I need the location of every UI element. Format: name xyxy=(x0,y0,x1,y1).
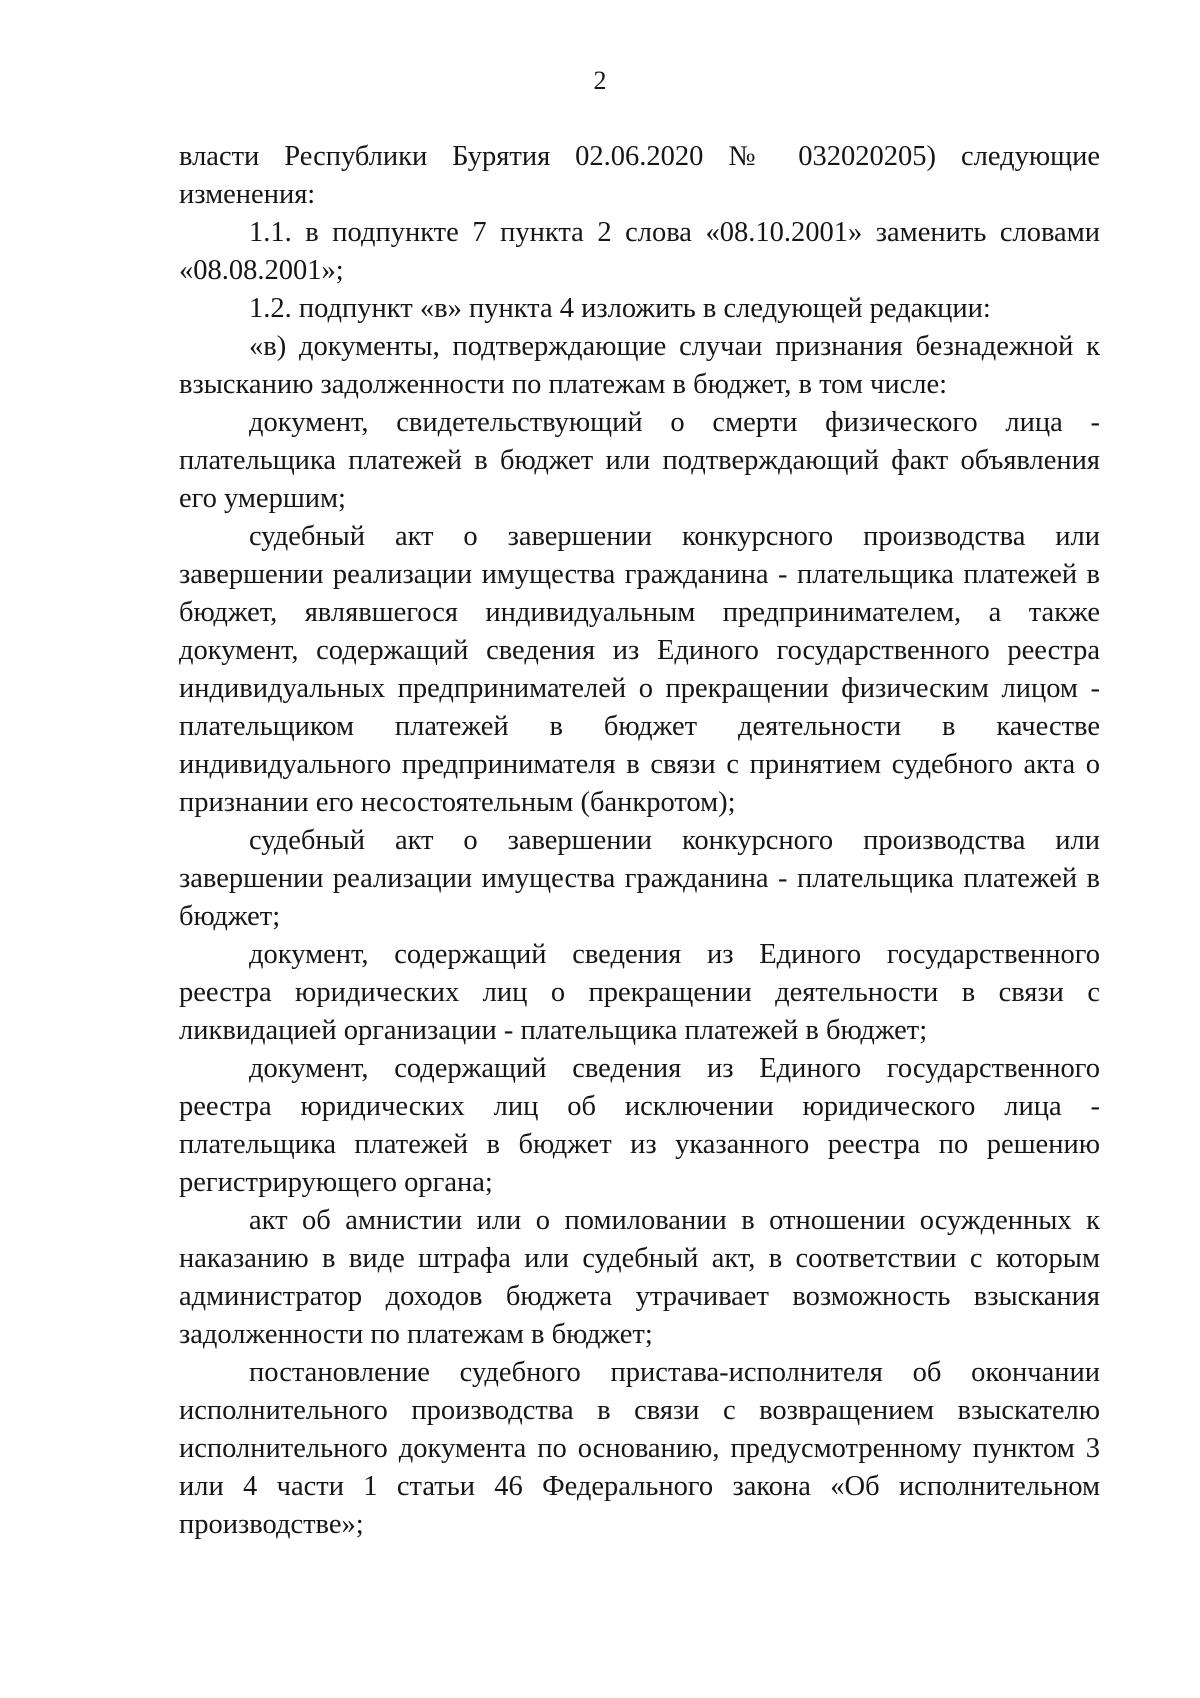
paragraph-intro-continuation: власти Республики Бурятия 02.06.2020 № 032020205) следующие изменения: xyxy=(179,141,1100,210)
paragraph-1-1: 1.1. в подпункте 7 пункта 2 слова «08.10.2001» заменить словами «08.08.2001»; xyxy=(179,217,1100,286)
page-number: 2 xyxy=(593,66,607,95)
paragraph-item-v: «в) документы, подтверждающие случаи признания безнадежной к взысканию задолженности по платежам в бюджет, в том числе: xyxy=(179,331,1100,400)
paragraph-bailiff-resolution: постановление судебного пристава-исполнителя об окончании исполнительного производства в связи с возвращением взыскателю исполнительного документа по основанию, предусмотренному пунктом 3 или 4 части 1 статьи 46 Федерального закона «Об исполнительном производстве»; xyxy=(179,1357,1100,1540)
document-body xyxy=(179,138,1100,1544)
paragraph-death-document: документ, свидетельствующий о смерти физического лица - плательщика платежей в бюджет или подтверждающий факт объявления его умершим; xyxy=(179,407,1100,514)
paragraph-liquidation: документ, содержащий сведения из Единого государственного реестра юридических лиц о прекращении деятельности в связи с ликвидацией организации - плательщика платежей в бюджет; xyxy=(179,939,1100,1046)
paragraph-1-2: 1.2. подпункт «в» пункта 4 изложить в следующей редакции: xyxy=(249,293,991,324)
paragraph-bankruptcy-citizen: судебный акт о завершении конкурсного производства или завершении реализации имущества гражданина - плательщика платежей в бюджет; xyxy=(179,825,1100,932)
paragraph-bankruptcy-entrepreneur: судебный акт о завершении конкурсного производства или завершении реализации имущества гражданина - плательщика платежей в бюджет, являвшегося индивидуальным предпринимателем, а также документ, содержащий сведения из Единого государственного реестра индивидуальных предпринимателей о прекращении физическим лицом - плательщиком платежей в бюджет деятельности в качестве индивидуального предпринимателя в связи с принятием судебного акта о признании его несостоятельным (банкротом); xyxy=(179,521,1100,818)
paragraph-exclusion: документ, содержащий сведения из Единого государственного реестра юридических лиц об исключении юридического лица - плательщика платежей в бюджет из указанного реестра по решению регистрирующего органа; xyxy=(179,1053,1100,1198)
paragraph-amnesty: акт об амнистии или о помиловании в отношении осужденных к наказанию в виде штрафа или судебный акт, в соответствии с которым администратор доходов бюджета утрачивает возможность взыскания задолженности по платежам в бюджет; xyxy=(179,1205,1100,1350)
